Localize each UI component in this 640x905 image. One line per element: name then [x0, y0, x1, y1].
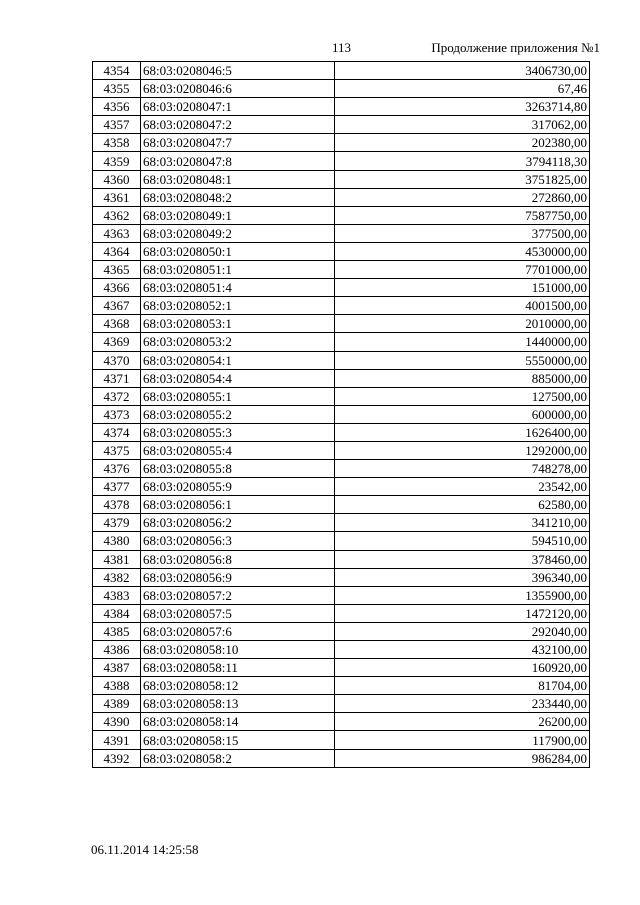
cadastral-value: 1626400,00 [335, 423, 590, 441]
cadastral-value: 5550000,00 [335, 351, 590, 369]
table-row [93, 423, 590, 441]
table-row [93, 405, 590, 423]
table-row [93, 659, 590, 677]
cadastral-number: 68:03:0208050:1 [141, 242, 335, 260]
row-number: 4388 [93, 677, 141, 695]
row-number: 4369 [93, 333, 141, 351]
row-number: 4376 [93, 460, 141, 478]
cadastral-value: 127500,00 [335, 387, 590, 405]
cadastral-value: 378460,00 [335, 550, 590, 568]
table-row [93, 677, 590, 695]
cadastral-value: 594510,00 [335, 532, 590, 550]
row-number: 4392 [93, 749, 141, 767]
table-row [93, 98, 590, 116]
row-number: 4386 [93, 641, 141, 659]
table-row [93, 532, 590, 550]
cadastral-number: 68:03:0208058:15 [141, 731, 335, 749]
row-number: 4377 [93, 478, 141, 496]
row-number: 4355 [93, 80, 141, 98]
table-row [93, 188, 590, 206]
cadastral-number: 68:03:0208058:12 [141, 677, 335, 695]
table-row [93, 387, 590, 405]
cadastral-number: 68:03:0208058:13 [141, 695, 335, 713]
table-row [93, 641, 590, 659]
cadastral-value: 272860,00 [335, 188, 590, 206]
cadastral-number: 68:03:0208058:2 [141, 749, 335, 767]
cadastral-number: 68:03:0208046:5 [141, 62, 335, 80]
table-row [93, 568, 590, 586]
row-number: 4368 [93, 315, 141, 333]
cadastral-number: 68:03:0208055:1 [141, 387, 335, 405]
print-timestamp: 06.11.2014 14:25:58 [91, 842, 199, 857]
table-row [93, 333, 590, 351]
table-row [93, 550, 590, 568]
cadastral-value: 7587750,00 [335, 206, 590, 224]
cadastral-number: 68:03:0208047:8 [141, 152, 335, 170]
table-row [93, 749, 590, 767]
table-row [93, 116, 590, 134]
row-number: 4383 [93, 586, 141, 604]
row-number: 4354 [93, 62, 141, 80]
table-row [93, 604, 590, 622]
cadastral-number: 68:03:0208057:5 [141, 604, 335, 622]
row-number: 4358 [93, 134, 141, 152]
cadastral-value: 160920,00 [335, 659, 590, 677]
cadastral-value: 62580,00 [335, 496, 590, 514]
cadastral-value: 4001500,00 [335, 297, 590, 315]
cadastral-number: 68:03:0208055:2 [141, 405, 335, 423]
row-number: 4360 [93, 170, 141, 188]
cadastral-value: 26200,00 [335, 713, 590, 731]
cadastral-value: 2010000,00 [335, 315, 590, 333]
table-row [93, 369, 590, 387]
table-row [93, 731, 590, 749]
cadastral-number: 68:03:0208057:6 [141, 622, 335, 640]
cadastral-value: 202380,00 [335, 134, 590, 152]
row-number: 4380 [93, 532, 141, 550]
table-row [93, 206, 590, 224]
cadastral-number: 68:03:0208056:2 [141, 514, 335, 532]
cadastral-value: 341210,00 [335, 514, 590, 532]
row-number: 4359 [93, 152, 141, 170]
cadastral-number: 68:03:0208047:1 [141, 98, 335, 116]
row-number: 4356 [93, 98, 141, 116]
row-number: 4379 [93, 514, 141, 532]
table-row [93, 586, 590, 604]
table-row [93, 315, 590, 333]
page-number: 113 [332, 40, 352, 55]
row-number: 4373 [93, 405, 141, 423]
table-row [93, 80, 590, 98]
table-row [93, 496, 590, 514]
row-number: 4384 [93, 604, 141, 622]
row-number: 4370 [93, 351, 141, 369]
table-row [93, 170, 590, 188]
cadastral-value: 3751825,00 [335, 170, 590, 188]
cadastral-value: 3794118,30 [335, 152, 590, 170]
row-number: 4357 [93, 116, 141, 134]
row-number: 4363 [93, 224, 141, 242]
row-number: 4387 [93, 659, 141, 677]
table-row [93, 695, 590, 713]
cadastral-number: 68:03:0208055:4 [141, 441, 335, 459]
table-row [93, 460, 590, 478]
table-body [93, 62, 590, 768]
row-number: 4364 [93, 242, 141, 260]
cadastral-value: 81704,00 [335, 677, 590, 695]
row-number: 4362 [93, 206, 141, 224]
row-number: 4365 [93, 261, 141, 279]
cadastral-number: 68:03:0208051:1 [141, 261, 335, 279]
table-row [93, 622, 590, 640]
row-number: 4385 [93, 622, 141, 640]
row-number: 4367 [93, 297, 141, 315]
cadastral-number: 68:03:0208048:2 [141, 188, 335, 206]
cadastral-number: 68:03:0208049:2 [141, 224, 335, 242]
cadastral-value: 151000,00 [335, 279, 590, 297]
cadastral-number: 68:03:0208055:3 [141, 423, 335, 441]
table-row [93, 351, 590, 369]
row-number: 4378 [93, 496, 141, 514]
cadastral-number: 68:03:0208047:2 [141, 116, 335, 134]
cadastral-number: 68:03:0208052:1 [141, 297, 335, 315]
cadastral-number: 68:03:0208057:2 [141, 586, 335, 604]
cadastral-number: 68:03:0208058:10 [141, 641, 335, 659]
row-number: 4361 [93, 188, 141, 206]
row-number: 4366 [93, 279, 141, 297]
cadastral-value: 117900,00 [335, 731, 590, 749]
cadastral-value: 1472120,00 [335, 604, 590, 622]
row-number: 4374 [93, 423, 141, 441]
cadastral-value: 67,46 [335, 80, 590, 98]
cadastral-number: 68:03:0208051:4 [141, 279, 335, 297]
cadastral-number: 68:03:0208054:1 [141, 351, 335, 369]
cadastral-number: 68:03:0208049:1 [141, 206, 335, 224]
table-row [93, 441, 590, 459]
table-row [93, 297, 590, 315]
table-row [93, 152, 590, 170]
table-row [93, 261, 590, 279]
cadastral-number: 68:03:0208055:8 [141, 460, 335, 478]
cadastral-number: 68:03:0208047:7 [141, 134, 335, 152]
cadastral-number: 68:03:0208058:14 [141, 713, 335, 731]
cadastral-number: 68:03:0208056:8 [141, 550, 335, 568]
cadastral-value: 3406730,00 [335, 62, 590, 80]
cadastral-number: 68:03:0208058:11 [141, 659, 335, 677]
row-number: 4390 [93, 713, 141, 731]
cadastral-value: 317062,00 [335, 116, 590, 134]
cadastral-value: 1292000,00 [335, 441, 590, 459]
cadastral-number: 68:03:0208053:2 [141, 333, 335, 351]
cadastral-number: 68:03:0208054:4 [141, 369, 335, 387]
row-number: 4375 [93, 441, 141, 459]
cadastral-value: 4530000,00 [335, 242, 590, 260]
cadastral-number: 68:03:0208056:1 [141, 496, 335, 514]
row-number: 4391 [93, 731, 141, 749]
cadastral-value: 1440000,00 [335, 333, 590, 351]
cadastral-number: 68:03:0208056:9 [141, 568, 335, 586]
row-number: 4371 [93, 369, 141, 387]
row-number: 4389 [93, 695, 141, 713]
row-number: 4382 [93, 568, 141, 586]
cadastral-value: 986284,00 [335, 749, 590, 767]
cadastral-value-table [92, 61, 590, 768]
cadastral-value: 748278,00 [335, 460, 590, 478]
table-row [93, 62, 590, 80]
cadastral-value: 7701000,00 [335, 261, 590, 279]
cadastral-number: 68:03:0208048:1 [141, 170, 335, 188]
cadastral-value: 1355900,00 [335, 586, 590, 604]
table-row [93, 134, 590, 152]
table-row [93, 242, 590, 260]
table-row [93, 224, 590, 242]
cadastral-value: 432100,00 [335, 641, 590, 659]
cadastral-value: 3263714,80 [335, 98, 590, 116]
table-row [93, 713, 590, 731]
cadastral-value: 396340,00 [335, 568, 590, 586]
cadastral-value: 23542,00 [335, 478, 590, 496]
cadastral-value: 885000,00 [335, 369, 590, 387]
cadastral-value: 233440,00 [335, 695, 590, 713]
cadastral-number: 68:03:0208053:1 [141, 315, 335, 333]
cadastral-number: 68:03:0208055:9 [141, 478, 335, 496]
cadastral-number: 68:03:0208056:3 [141, 532, 335, 550]
cadastral-value: 292040,00 [335, 622, 590, 640]
cadastral-value: 377500,00 [335, 224, 590, 242]
cadastral-number: 68:03:0208046:6 [141, 80, 335, 98]
table-row [93, 279, 590, 297]
row-number: 4381 [93, 550, 141, 568]
page-header-title: Продолжение приложения №1 [431, 40, 600, 55]
table-row [93, 478, 590, 496]
table-row [93, 514, 590, 532]
row-number: 4372 [93, 387, 141, 405]
cadastral-value: 600000,00 [335, 405, 590, 423]
